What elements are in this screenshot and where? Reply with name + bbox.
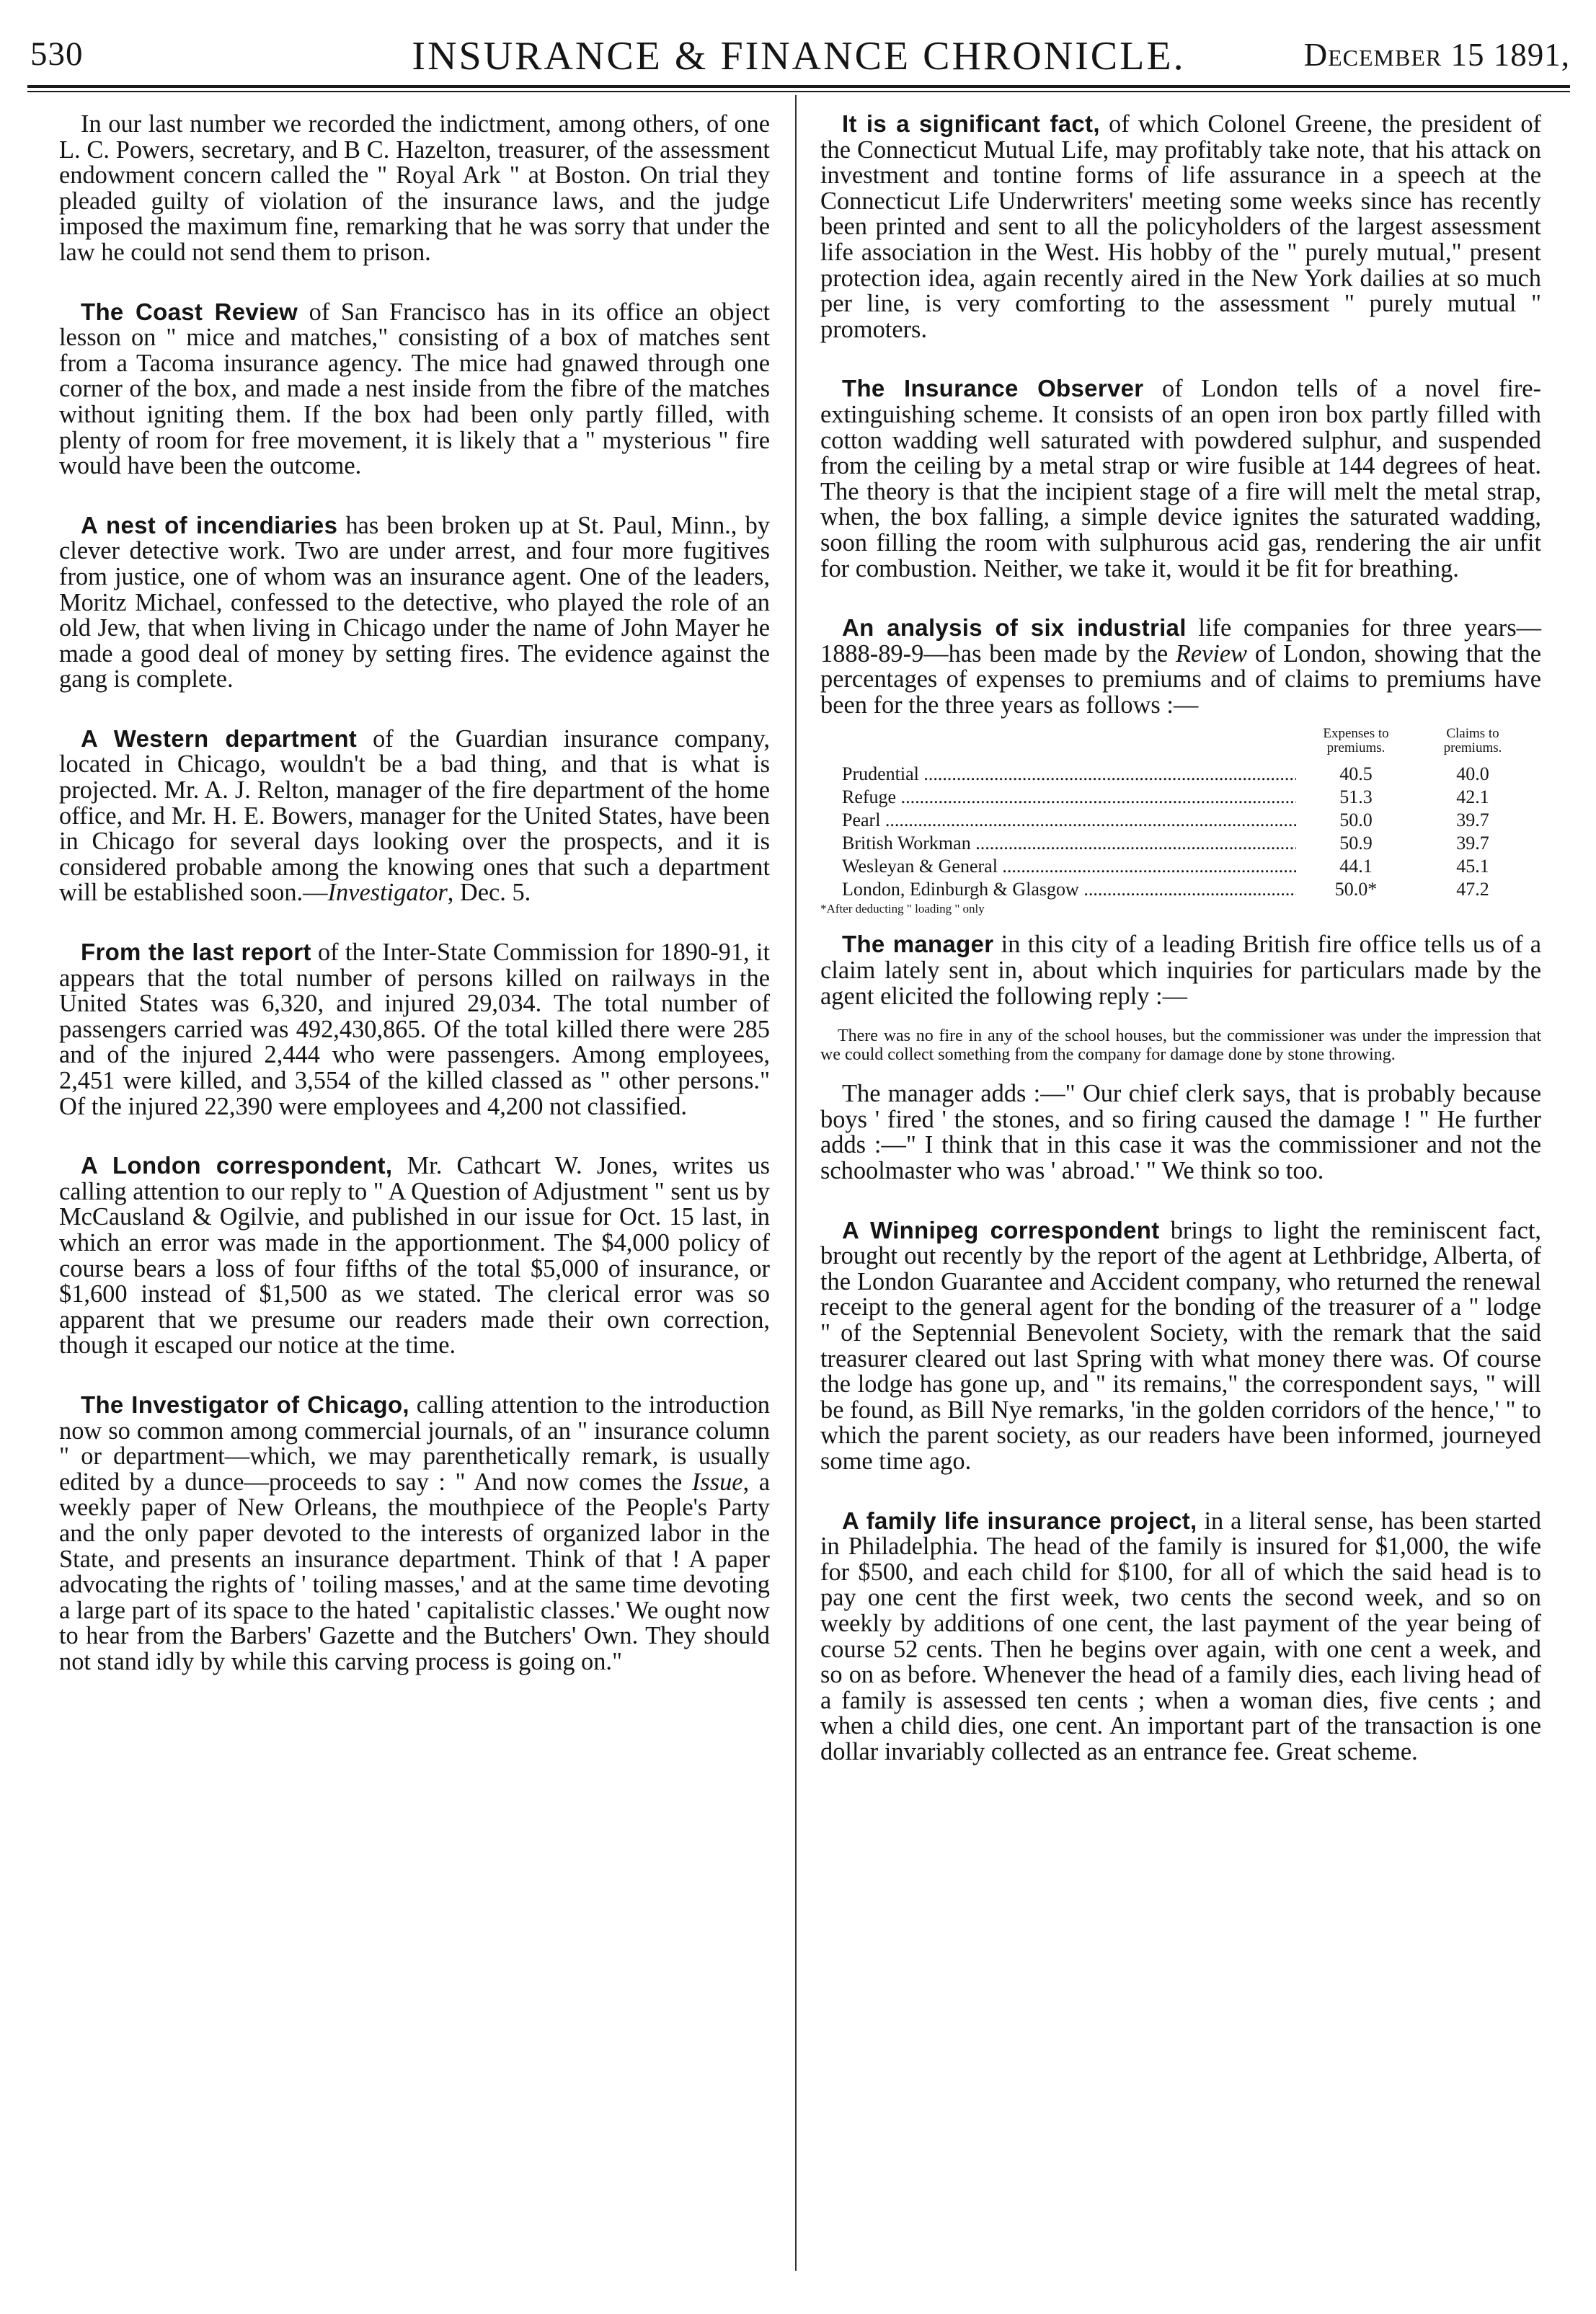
table-row [820, 878, 1541, 901]
left-column [59, 111, 770, 1708]
article-lead: A London correspondent, [81, 1152, 393, 1179]
article-family-insurance [820, 1508, 1541, 1765]
article-text: Mr. Cathcart W. Jones, writes us calling attention to our reply to " A Question of Adjustment " sent us by McCausland & Ogilvie, and published in our issue for Oct. 15 last, in which an error was made in the apportionment. The $4,000 policy of course bears a loss of four fifths of the total $5,000 of insurance, or $1,600 instead of $1,500 as we stated. The clerical error was so apparent that we presume our readers made their own correction, though it escaped our notice at the time. [59, 1152, 770, 1360]
publication-title: INSURANCE & FINANCE CHRONICLE. [412, 34, 1186, 79]
article-lead: The Insurance Observer [842, 375, 1144, 402]
page-number: 530 [30, 35, 84, 73]
article-industrial-analysis [820, 615, 1541, 718]
article-text: of the Guardian insurance company, located in Chicago, wouldn't be a bad thing, and that is what is projected. Mr. A. J. Relton, manager of the fire department of the home office, and Mr. H. E. Bowers, manager for the United States, have been in Chicago for several days looking over the prospects, and it is considered probable among the knowing ones that such a department will be established soon.— [59, 724, 770, 907]
article-lead: An analysis of six industrial [842, 614, 1187, 642]
article-lead: From the last report [81, 939, 311, 966]
article-investigator-chicago [59, 1392, 770, 1675]
table-row [820, 786, 1541, 809]
article-incendiaries [59, 513, 770, 693]
table-header [820, 725, 1541, 763]
article-powers-indictment [59, 111, 770, 266]
article-coast-review [59, 299, 770, 479]
table-footnote: *After deducting " loading " only [820, 902, 985, 916]
claims-value: 42.1 [1456, 786, 1489, 808]
article-railway-report [59, 939, 770, 1120]
claims-value: 39.7 [1456, 810, 1489, 831]
table-row [820, 763, 1541, 786]
article-text: of San Francisco has in its office an object lesson on " mice and matches," consisting of a box of matches sent from a Tacoma insurance agency. The mice had gnawed through one corner of the box, and made a nest inside from the fibre of the matches without igniting them. If the box had been only partly filled, with plenty of room for free movement, it is likely that a " mysterious " fire would have been the outcome. [59, 298, 771, 480]
article-london-correspondent [59, 1153, 770, 1359]
article-winnipeg [820, 1218, 1541, 1475]
article-tail: , Dec. 5. [447, 879, 531, 907]
article-tail: , a weekly paper of New Orleans, the mouthpiece of the People's Party and the only paper devoted to the interests of organized labor in the State, and presents an insurance department. Think of that ! A paper advocating the rights of ' toiling masses,' and at the same time devoting a large part of its space to the hated ' capitalistic classes.' We ought now to hear from the Barbers' Gazette and the Butchers' Own. They should not stand idly by while this carving process is going on." [59, 1468, 770, 1675]
expenses-value: 40.5 [1302, 763, 1410, 786]
claims-column-header: Claims to premiums. [1443, 726, 1502, 756]
claims-value: 40.0 [1456, 763, 1489, 785]
article-text: in a literal sense, has been started in Philadelphia. The head of the family is insured for $1,000, the wife for $500, and each child for $100, for all of which the said head is to pay one cent the first week, two cents the second week, and so on weekly by additions of one cent, the last payment of the year being of course 52 cents. Then he begins over again, with one cent a week, and so on as before. Whenever the head of a family dies, each living head of a family is assessed ten cents ; when a woman dies, five cents ; and when a child dies, one cent. An important part of the transaction is one dollar invariably collected as an entrance fee. Great scheme. [820, 1507, 1541, 1765]
article-lead: A family life insurance project, [842, 1507, 1197, 1534]
expenses-value: 50.0 [1302, 809, 1410, 832]
table-row [820, 855, 1541, 878]
header-rule-thin [27, 91, 1570, 92]
article-lead: The Investigator of Chicago, [81, 1391, 409, 1418]
article-text: calling attention to the introduction now so common among commercial journals, of an " insurance column " or department—which, we may parenthetically remark, is usually edited by a dunce—proceeds to say : " And now comes the [59, 1391, 770, 1496]
expenses-value: 44.1 [1302, 855, 1410, 878]
article-text: of the Inter-State Commission for 1890-91, it appears that the total number of persons killed on railways in the United States was 6,320, and injured 29,034. The total number of passengers carried was 492,430,865. Of the total killed there were 285 and of the injured 2,444 who were passengers. Among employees, 2,451 were killed, and 3,554 of the killed classed as " other persons." Of the injured 22,390 were employees and 4,200 not classified. [59, 939, 770, 1120]
page-header [27, 27, 1570, 85]
article-lead: A Western department [81, 724, 358, 752]
claims-value: 39.7 [1456, 833, 1489, 854]
article-western-department [59, 726, 770, 906]
company-name: Prudential ..... [842, 763, 1296, 786]
company-name: Refuge ..... [842, 786, 1296, 809]
header-rule [27, 85, 1570, 88]
article-manager [820, 931, 1541, 1009]
article-tail: of London, showing that the percentages of expenses to premiums and of claims to premiums have been for the three years as follows :— [820, 639, 1542, 719]
article-manager-adds [820, 1081, 1541, 1184]
claims-value: 45.1 [1456, 856, 1489, 877]
article-italic: Issue [691, 1468, 743, 1496]
table-row [820, 832, 1541, 855]
column-divider [795, 95, 797, 2271]
article-text: in this city of a leading British fire office tells us of a claim lately sent in, about which inquiries for particulars made by the agent elicited the following reply :— [820, 931, 1541, 1010]
issue-date: December 15 1891, [1303, 37, 1570, 73]
company-name: Wesleyan & General ..... [842, 855, 1296, 878]
expenses-value: 50.9 [1302, 832, 1410, 855]
article-lead: The Coast Review [81, 298, 298, 325]
article-insurance-observer [820, 376, 1541, 582]
expenses-value: 51.3 [1302, 786, 1410, 809]
right-column [820, 111, 1541, 1799]
article-text: life companies for three years—1888-89-9—has been made by the [820, 614, 1541, 668]
article-text: The manager adds :—" Our chief clerk says, that is probably because boys ' fired ' the stones, and so firing caused the damage ! " He further adds :—" I think that in this case it was the commissioner and not the schoolmaster who was ' abroad.' " We think so too. [820, 1080, 1541, 1185]
article-text: of which Colonel Greene, the president of the Connecticut Mutual Life, may profitably take note, that his attack on investment and tontine forms of life assurance in a speech at the Connecticut Life Underwriters' meeting some weeks since has recently been printed and sent to all the policyholders of the largest assessment life association in the West. His hobby of the " purely mutual," present protection idea, again recently aired in the New York dailies at so much per line, is very comforting to the assessment " purely mutual " promoters. [820, 110, 1542, 343]
article-significant-fact [820, 111, 1541, 342]
industrial-companies-table [820, 725, 1541, 917]
company-name: London, Edinburgh & Glasgow ..... [842, 878, 1296, 901]
article-lead: A Winnipeg correspondent [842, 1216, 1160, 1244]
article-text: In our last number we recorded the indictment, among others, of one L. C. Powers, secretary, and B C. Hazelton, treasurer, of the assessment endowment concern called the " Royal Ark " at Boston. On trial they pleaded guilty of violation of the insurance laws, and the judge imposed the maximum fine, remarking that he was sorry that under the law he could not send them to prison. [59, 110, 770, 266]
quoted-reply: There was no fire in any of the school houses, but the commissioner was under the impression that we could collect something from the company for damage done by stone throwing. [820, 1027, 1541, 1065]
article-text: of London tells of a novel fire-extinguishing scheme. It consists of an open iron box partly filled with cotton wadding well saturated with powdered sulphur, and suspended from the ceiling by a metal strap or wire fusible at 144 degrees of heat. The theory is that the incipient stage of a fire will melt the metal strap, when, the box falling, a simple device ignites the saturated wadding, soon filling the room with sulphurous acid gas, rendering the air unfit for combustion. Neither, we take it, would it be fit for breathing. [820, 375, 1541, 582]
table-row [820, 809, 1541, 832]
article-italic: Review [1175, 639, 1248, 668]
article-source: Investigator [327, 879, 448, 907]
company-name: British Workman ..... [842, 832, 1296, 855]
article-lead: A nest of incendiaries [81, 511, 338, 538]
expenses-column-header: Expenses to premiums. [1323, 726, 1389, 756]
company-name: Pearl ..... [842, 809, 1296, 832]
claims-value: 47.2 [1456, 879, 1489, 900]
article-text: brings to light the reminiscent fact, brought out recently by the report of the agent at Lethbridge, Alberta, of the London Guarantee and Accident company, who returned the renewal receipt to the general agent for the bonding of the treasurer of a " lodge " of the Septennial Benevolent Society, with the remark that the said treasurer cleared out last Spring with what money there was. Of course the lodge has gone up, and " its remains," the correspondent says, " will be found, as Bill Nye remarks, 'in the golden corridors of the hence,' " to which the parent society, as our readers have been informed, journeyed some time ago. [820, 1216, 1541, 1475]
article-text: has been broken up at St. Paul, Minn., by clever detective work. Two are under arrest, and four more fugitives from justice, one of whom was an insurance agent. One of the leaders, Moritz Michael, confessed to the detective, who played the role of an old Jew, that when living in Chicago under the name of John Mayer he made a good deal of money by setting fires. The evidence against the gang is complete. [59, 511, 770, 693]
article-lead: It is a significant fact, [842, 110, 1100, 137]
article-lead: The manager [842, 931, 994, 958]
expenses-value: 50.0* [1302, 878, 1410, 901]
